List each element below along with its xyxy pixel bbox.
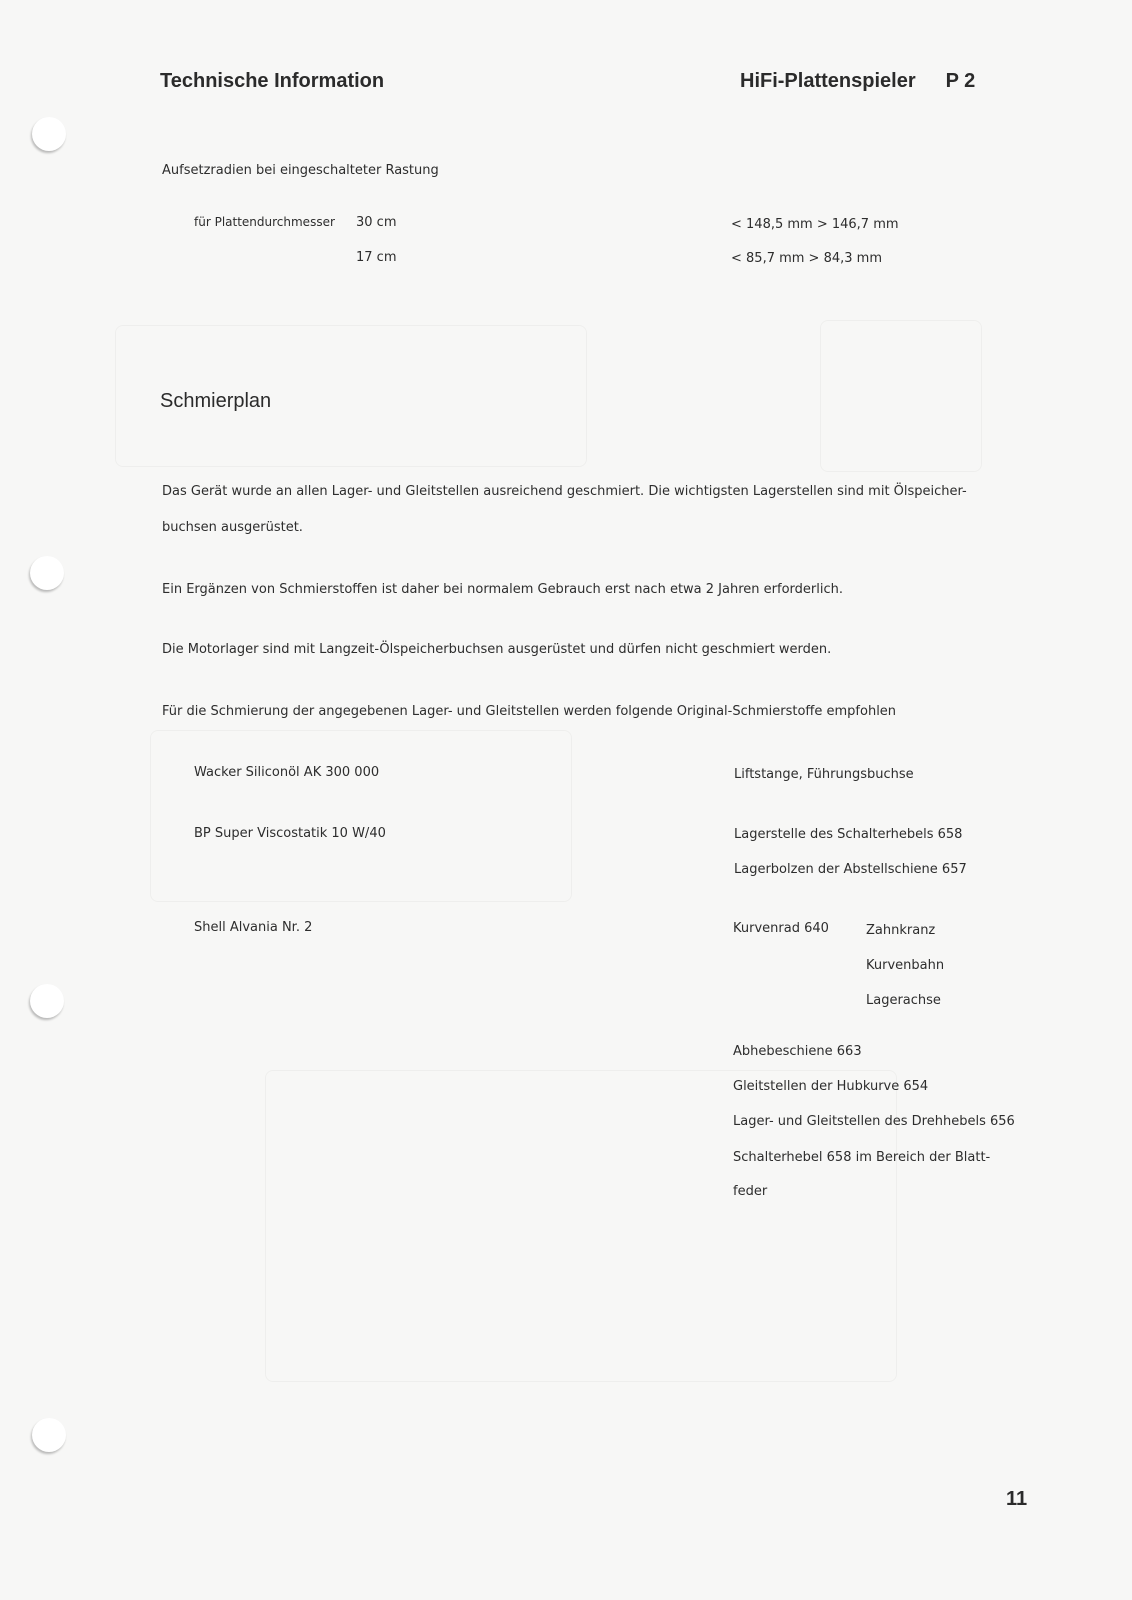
paragraph-2: Ein Ergänzen von Schmierstoffen ist daher bei normalem Gebrauch erst nach etwa 2 Jahren erforderlich. xyxy=(162,582,843,597)
lubricant-1: Wacker Siliconöl AK 300 000 xyxy=(194,765,380,780)
use-3-part: Kurvenrad 640 xyxy=(733,921,829,936)
model-number: P 2 xyxy=(945,70,976,92)
paragraph-1-line-2: buchsen ausgerüstet. xyxy=(162,520,303,535)
section-title: Schmierplan xyxy=(160,390,272,412)
diameter-17: 17 cm xyxy=(356,250,397,265)
setdown-heading: Aufsetzradien bei eingeschalteter Rastung xyxy=(162,163,439,178)
use-2a: Lagerstelle des Schalterhebels 658 xyxy=(734,827,963,842)
radius-17: < 85,7 mm > 84,3 mm xyxy=(731,251,882,266)
page-number: 11 xyxy=(1006,1488,1028,1510)
setdown-label: für Plattendurchmesser xyxy=(194,215,335,229)
show-through-shape xyxy=(150,730,572,902)
use-6: Lager- und Gleitstellen des Drehhebels 656 xyxy=(733,1114,1015,1129)
use-7a: Schalterhebel 658 im Bereich der Blatt- xyxy=(733,1150,991,1165)
header-right-title xyxy=(740,70,975,93)
paragraph-1-line-1: Das Gerät wurde an allen Lager- und Gleitstellen ausreichend geschmiert. Die wichtigsten Lagerstellen sind mit Ölspeicher- xyxy=(162,484,967,499)
use-5: Gleitstellen der Hubkurve 654 xyxy=(733,1079,929,1094)
use-3b: Kurvenbahn xyxy=(866,958,945,973)
use-2b: Lagerbolzen der Abstellschiene 657 xyxy=(734,862,967,877)
paragraph-4: Für die Schmierung der angegebenen Lager- und Gleitstellen werden folgende Original-Schmierstoffe empfohlen xyxy=(162,704,897,719)
use-3a: Zahnkranz xyxy=(866,923,936,938)
punch-hole xyxy=(32,117,66,151)
product-name: HiFi-Plattenspieler xyxy=(740,70,916,92)
show-through-shape xyxy=(820,320,982,472)
lubricant-2: BP Super Viscostatik 10 W/40 xyxy=(194,826,386,841)
use-7b: feder xyxy=(733,1184,768,1199)
lubricant-3: Shell Alvania Nr. 2 xyxy=(194,920,313,935)
punch-hole xyxy=(30,556,64,590)
punch-hole xyxy=(32,1418,66,1452)
use-4: Abhebeschiene 663 xyxy=(733,1044,862,1059)
header-left-title: Technische Information xyxy=(160,70,385,92)
radius-30: < 148,5 mm > 146,7 mm xyxy=(731,217,899,232)
use-1: Liftstange, Führungsbuchse xyxy=(734,767,914,782)
use-3c: Lagerachse xyxy=(866,993,941,1008)
paragraph-3: Die Motorlager sind mit Langzeit-Ölspeicherbuchsen ausgerüstet und dürfen nicht geschmiert werden. xyxy=(162,642,832,657)
punch-hole xyxy=(30,984,64,1018)
diameter-30: 30 cm xyxy=(356,215,397,230)
